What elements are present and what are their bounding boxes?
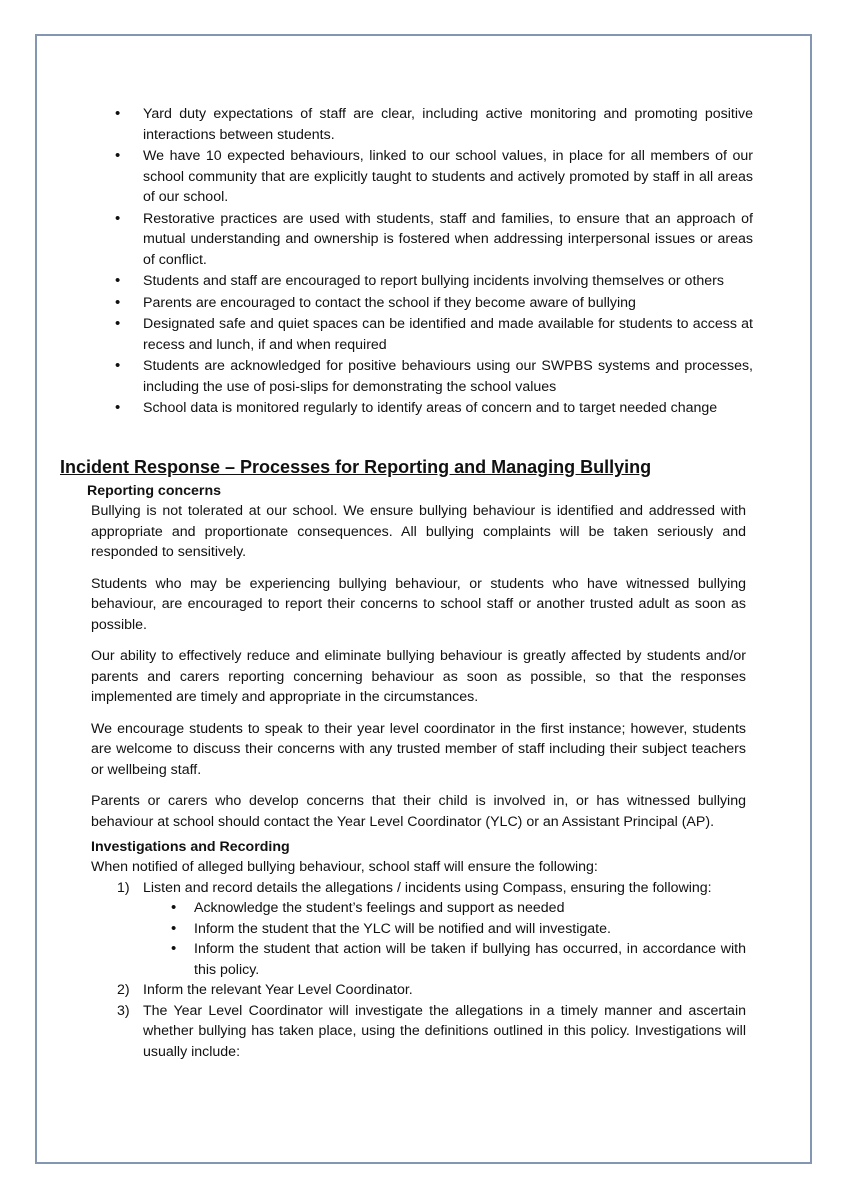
reporting-concerns-body bbox=[91, 501, 746, 843]
list-item: • Parents are encouraged to contact the school if they become aware of bullying bbox=[113, 293, 753, 314]
list-item: • Students and staff are encouraged to report bullying incidents involving themselves or others bbox=[113, 271, 753, 292]
step-sub-list bbox=[143, 898, 746, 980]
step-number: 2) bbox=[117, 982, 130, 998]
paragraph: We encourage students to speak to their year level coordinator in the first instance; however, students are welcome to discuss their concerns with any trusted member of staff including their subject teachers or wellbeing staff. bbox=[91, 720, 746, 778]
step-text: Listen and record details the allegations / incidents using Compass, ensuring the following: bbox=[143, 879, 712, 896]
paragraph: Bullying is not tolerated at our school. We ensure bullying behaviour is identified and addressed with appropriate and proportionate consequences. All bullying complaints will be taken seriously and responded to sensitively. bbox=[91, 503, 746, 560]
list-item: • Students are acknowledged for positive behaviours using our SWPBS systems and processes, including the use of posi-slips for demonstrating the school values bbox=[113, 356, 753, 397]
prevention-bullet-list bbox=[113, 104, 753, 420]
list-item: • We have 10 expected behaviours, linked to our school values, in place for all members of our school community that are explicitly taught to students and actively promoted by staff in all areas of our school. bbox=[113, 146, 753, 208]
step-number: 1) bbox=[117, 879, 130, 896]
step-text: The Year Level Coordinator will investigate the allegations in a timely manner and ascertain whether bullying has taken place, using the definitions outlined in this policy. Investigations will usually include: bbox=[143, 1002, 746, 1060]
list-item: • Restorative practices are used with students, staff and families, to ensure that an approach of mutual understanding and ownership is fostered when addressing interpersonal issues or areas of conflict. bbox=[113, 209, 753, 271]
step-text: Inform the relevant Year Level Coordinator. bbox=[143, 982, 413, 998]
list-item: • Designated safe and quiet spaces can be identified and made available for students to access at recess and lunch, if and when required bbox=[113, 314, 753, 355]
paragraph: Our ability to effectively reduce and eliminate bullying behaviour is greatly affected by students and/or parents and carers reporting concerning behaviour as soon as possible, so that the responses implemented are timely and appropriate in the circumstances. bbox=[91, 648, 746, 705]
list-item: • Acknowledge the student’s feelings and support as needed bbox=[143, 898, 746, 919]
paragraph: Parents or carers who develop concerns that their child is involved in, or has witnessed bullying behaviour at school should contact the Year Level Coordinator (YLC) or an Assistant Principal (AP). bbox=[91, 793, 746, 830]
step-item bbox=[91, 1001, 746, 1063]
investigations-section bbox=[91, 837, 746, 1062]
investigations-heading: Investigations and Recording bbox=[91, 839, 290, 855]
paragraph: Students who may be experiencing bullying behaviour, or students who have witnessed bullying behaviour, are encouraged to report their concerns to school staff or another trusted adult as soon as possible. bbox=[91, 575, 746, 633]
step-item bbox=[91, 878, 746, 981]
step-number: 3) bbox=[117, 1002, 130, 1019]
list-item: • School data is monitored regularly to identify areas of concern and to target needed change bbox=[113, 398, 753, 419]
list-item: • Yard duty expectations of staff are clear, including active monitoring and promoting positive interactions between students. bbox=[113, 104, 753, 145]
reporting-concerns-heading: Reporting concerns bbox=[87, 483, 222, 499]
step-item bbox=[91, 980, 746, 1001]
investigations-intro: When notified of alleged bullying behaviour, school staff will ensure the following: bbox=[91, 859, 598, 875]
investigation-steps bbox=[91, 878, 746, 1063]
incident-response-heading: Incident Response – Processes for Reporting and Managing Bullying bbox=[60, 457, 652, 477]
list-item: • Inform the student that action will be taken if bullying has occurred, in accordance with this policy. bbox=[143, 939, 746, 980]
list-item: • Inform the student that the YLC will be notified and will investigate. bbox=[143, 919, 746, 940]
